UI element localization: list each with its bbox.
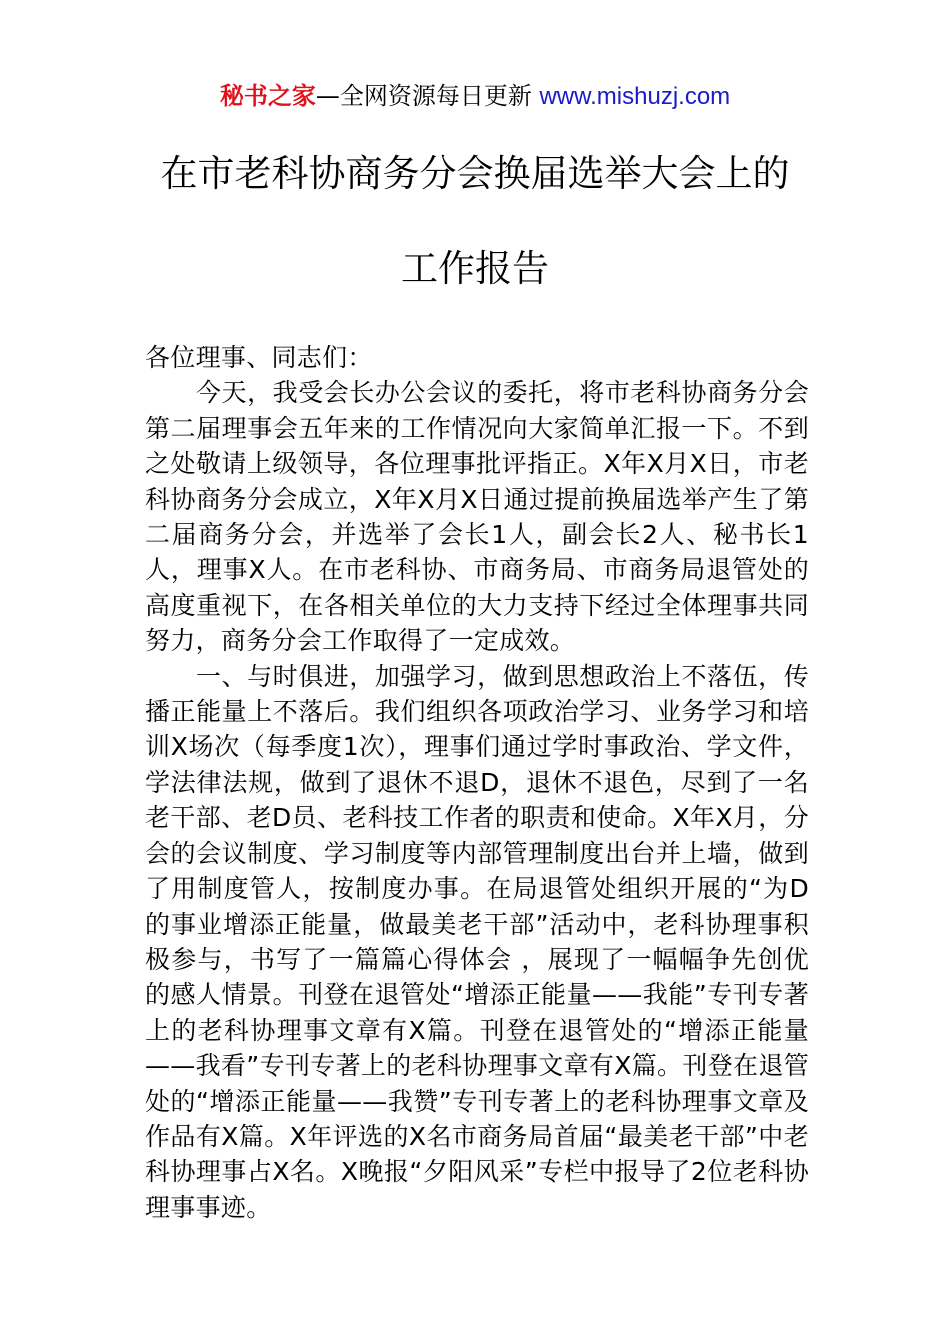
site-url-link[interactable]: www.mishuzj.com [539,83,731,110]
brand-name: 秘书之家 [219,82,316,110]
salutation: 各位理事、同志们： [145,343,373,372]
paragraph-section-one: 一、与时俱进，加强学习，做到思想政治上不落伍，传播正能量上不落后。我们组织各项政治学习、业务学习和培训X场次（每季度1次），理事们通过学时事政治、学文件，学法律法规，做到了退休不退D，退休不退色，尽到了一名老干部、老D员、老科技工作者的职责和使命。X年X月，分会的会议制度、学习制度等内部管理制度出台并上墙，做到了用制度管人，按制度办事。在局退管处组织开展的“为D的事业增添正能量，做最美老干部”活动中，老科协理事积极参与，书写了一篇篇心得体会 ，展现了一幅幅争先创优的感人情景。刊登在退管处“增添正能量——我能”专刊专著上的老科协理事文章有X篇。刊登在退管处的“增添正能量——我看”专刊专著上的老科协理事文章有X篇。刊登在退管处的“增添正能量——我赞”专刊专著上的老科协理事文章及作品有X篇。X年评选的X名市商务局首届“最美老干部”中老科协理事占X名。X晚报“夕阳风采”专栏中报导了2位老科协理事事迹。 [145,661,809,1222]
header-tagline: —全网资源每日更新 [315,82,532,110]
document-title-line-2: 工作报告 [401,247,549,290]
document-title-line-1: 在市老科协商务分会换届选举大会上的 [160,152,790,195]
document-body [145,340,809,1225]
site-header [0,78,950,115]
paragraph-intro: 今天，我受会长办公会议的委托，将市老科协商务分会第二届理事会五年来的工作情况向大家简单汇报一下。不到之处敬请上级领导，各位理事批评指正。X年X月X日，市老科协商务分会成立，X年X月X日通过提前换届选举产生了第二届商务分会，并选举了会长1人，副会长2人、秘书长1人，理事X人。在市老科协、市商务局、市商务局退管处的高度重视下，在各相关单位的大力支持下经过全体理事共同努力，商务分会工作取得了一定成效。 [145,378,809,656]
